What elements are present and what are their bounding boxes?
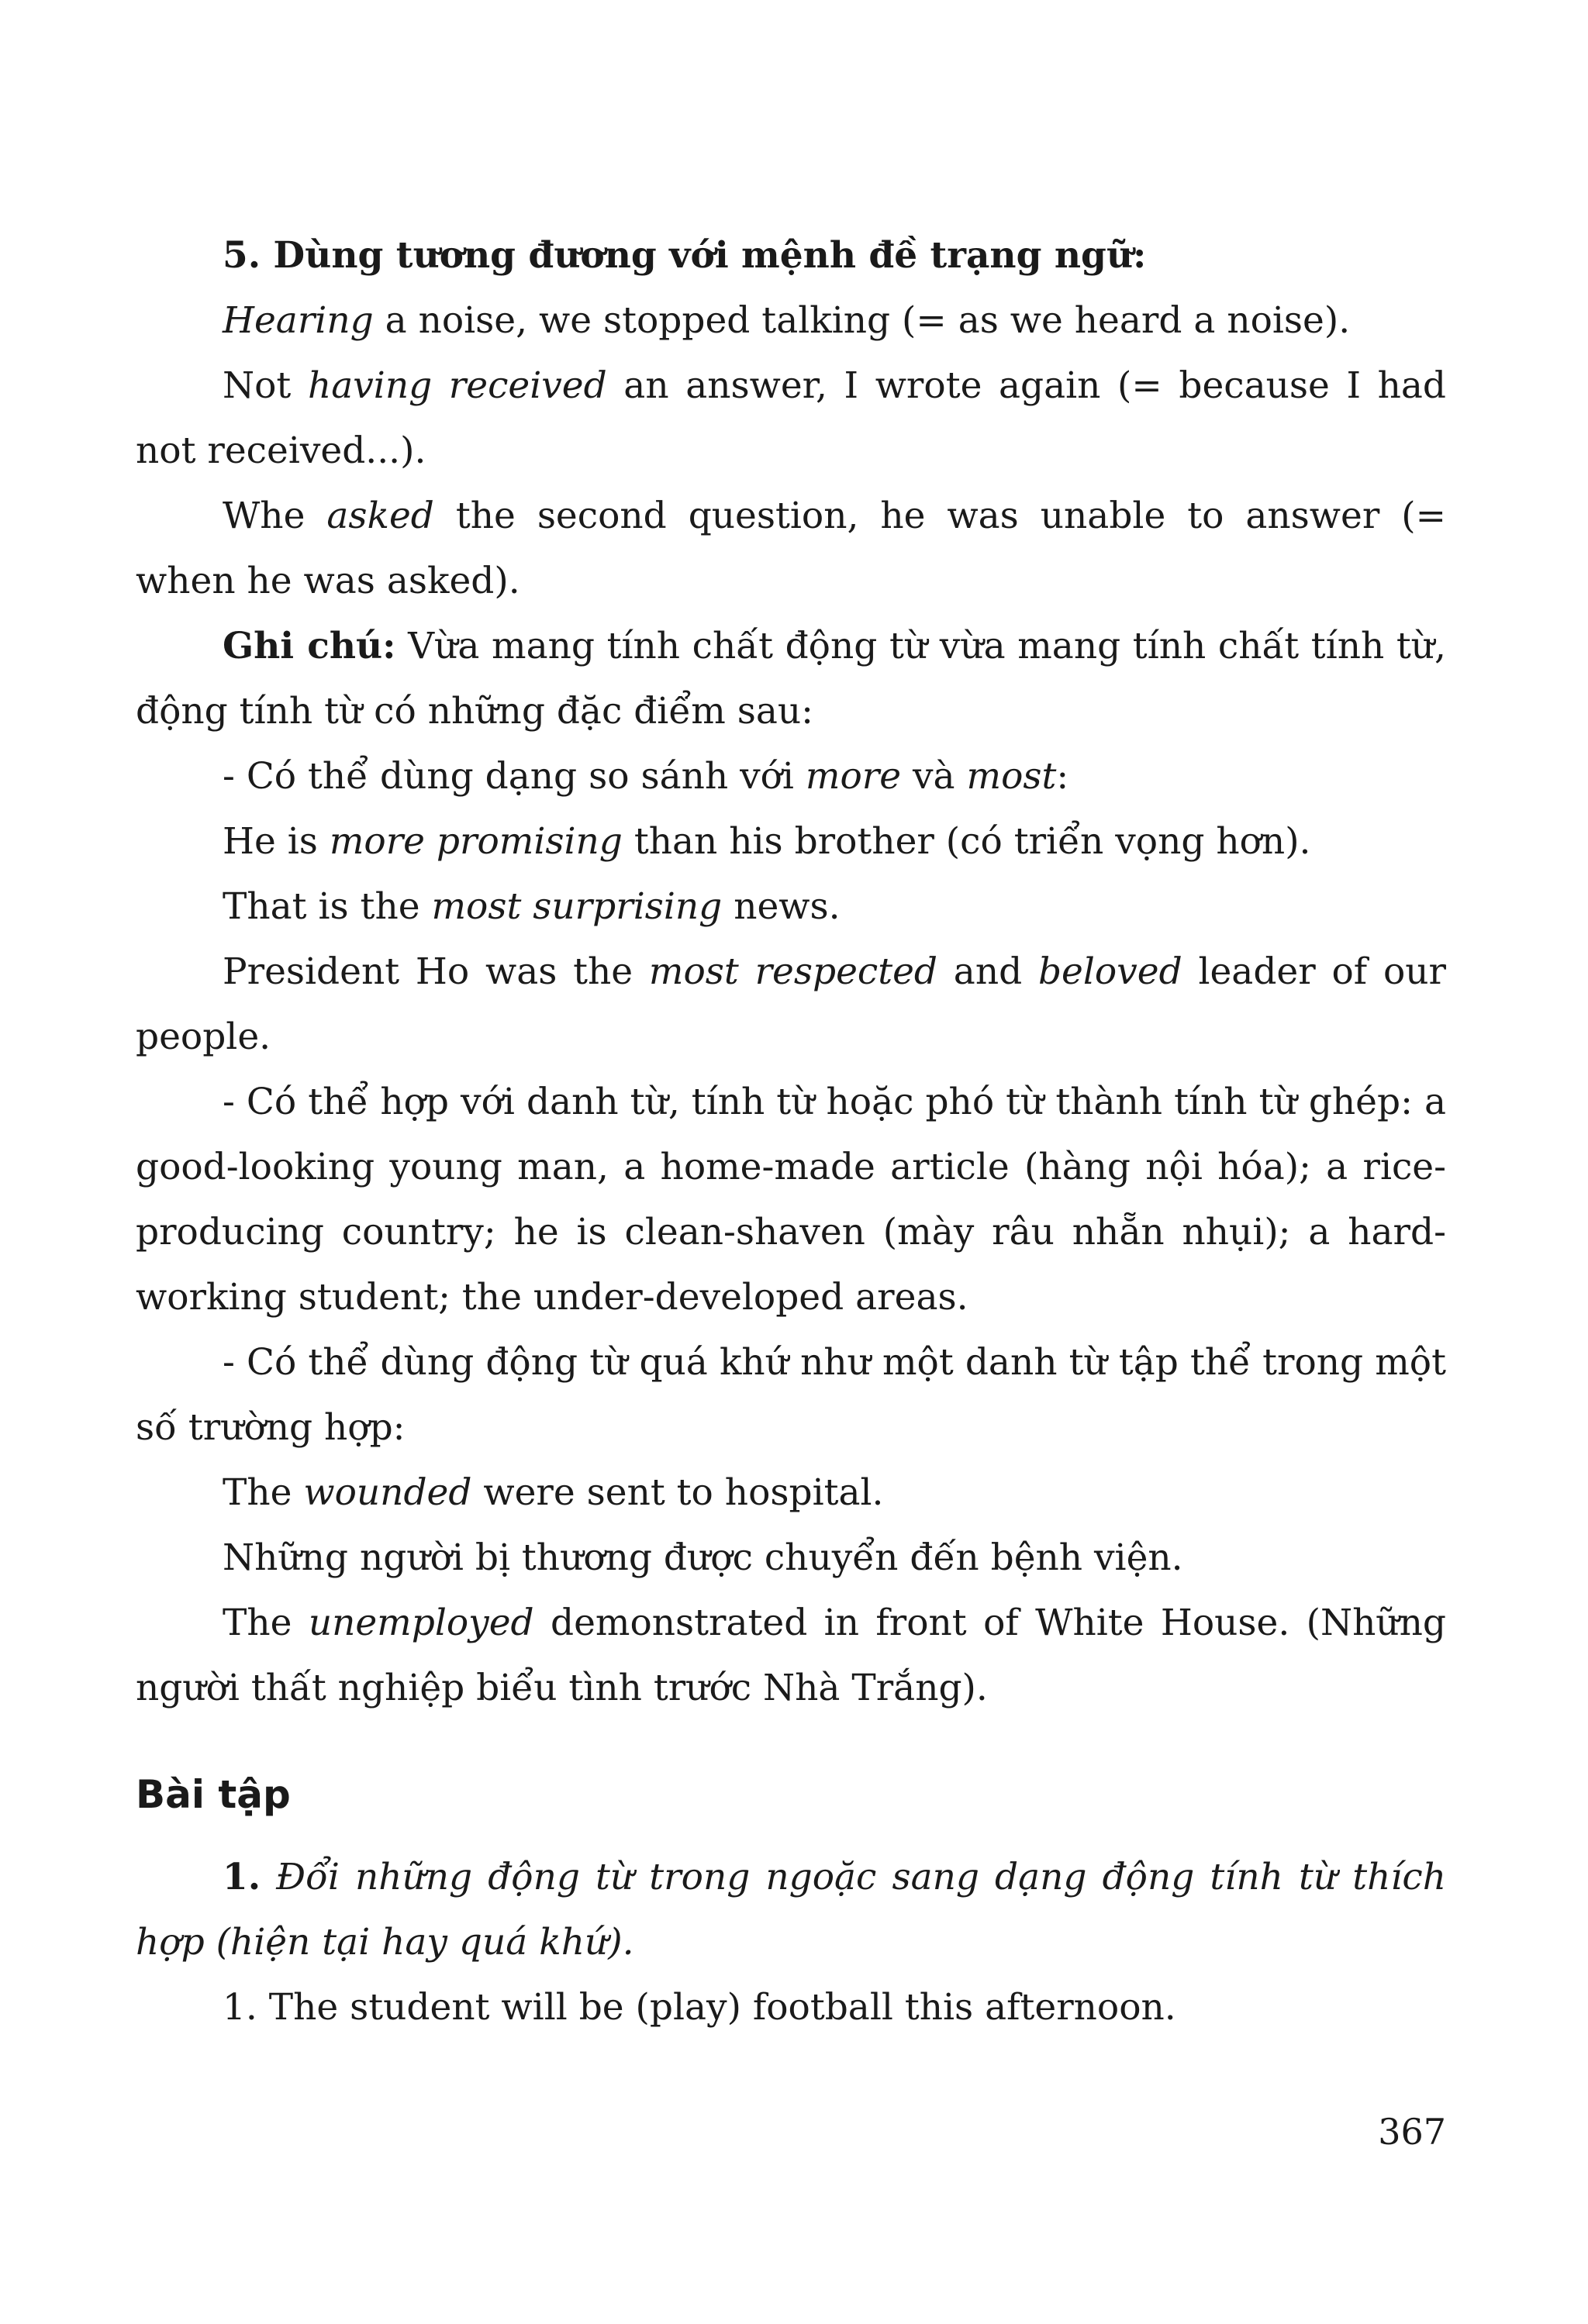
exercise-instruction: 1. Đổi những động từ trong ngoặc sang dạng động tính từ thích hợp (hiện tại hay quá khứ).: [136, 1856, 1446, 1964]
page-number: 367: [1378, 2111, 1446, 2153]
example-asked: Whe asked the second question, he was unable to answer (= when he was asked).: [136, 495, 1446, 602]
note-point-compound: - Có thể hợp với danh từ, tính từ hoặc phó từ thành tính từ ghép: a good-looking young man, a home-made article (hàng nội hóa); a rice-producing country; he is clean-shaven (mày râu nhẵn nhụi); a hard-working student; the under-developed areas.: [136, 1081, 1446, 1319]
exercises-heading: Bài tập: [136, 1772, 291, 1817]
example-wounded-translation: Những người bị thương được chuyển đến bệnh viện.: [223, 1536, 1183, 1579]
example-more-promising: He is more promising than his brother (có triển vọng hơn).: [223, 820, 1311, 863]
note-point-collective: - Có thể dùng động từ quá khứ như một danh từ tập thể trong một số trường hợp:: [136, 1341, 1446, 1449]
example-hearing: Hearing a noise, we stopped talking (= as we heard a noise).: [223, 299, 1351, 342]
exercise-question-1: 1. The student will be (play) football this afternoon.: [223, 1986, 1176, 2029]
example-unemployed: The unemployed demonstrated in front of White House. (Những người thất nghiệp biểu tình trước Nhà Trắng).: [136, 1602, 1446, 1709]
example-wounded: The wounded were sent to hospital.: [223, 1471, 884, 1514]
example-having-received: Not having received an answer, I wrote again (= because I had not received...).: [136, 364, 1447, 472]
note-paragraph: Ghi chú: Vừa mang tính chất động từ vừa mang tính chất tính từ, động tính từ có những đặc điểm sau:: [136, 625, 1446, 733]
example-most-surprising: That is the most surprising news.: [223, 885, 841, 928]
example-most-respected: President Ho was the most respected and beloved leader of our people.: [136, 950, 1446, 1058]
note-point-comparison: - Có thể dùng dạng so sánh với more và most:: [223, 755, 1069, 798]
section-5-heading: 5. Dùng tương đương với mệnh đề trạng ngữ:: [223, 234, 1147, 277]
